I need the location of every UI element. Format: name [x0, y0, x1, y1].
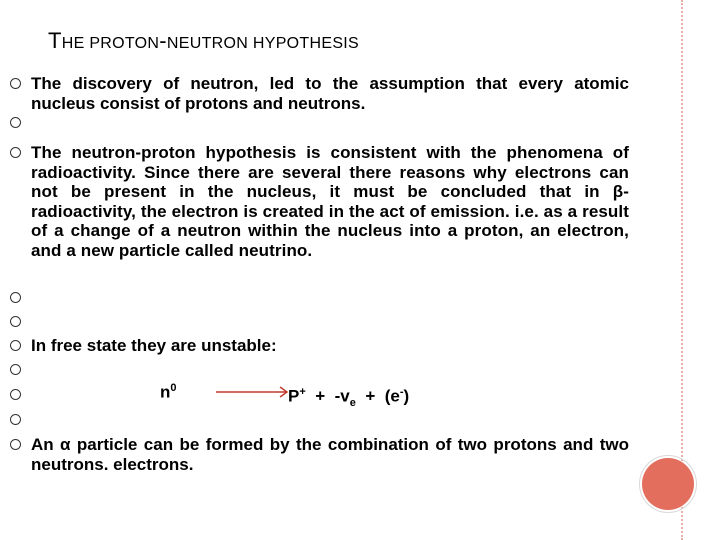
- title-dash: -: [159, 28, 167, 53]
- slide-title: [48, 28, 359, 54]
- bullet-icon: [10, 147, 21, 158]
- antineutrino-symbol: -v: [334, 386, 350, 406]
- antineutrino-subscript: e: [349, 397, 356, 410]
- equation-rhs: [288, 386, 409, 409]
- bullet-icon: [10, 340, 21, 351]
- electron-symbol: (e: [384, 386, 400, 406]
- bullet-icon: [10, 316, 21, 327]
- bullet-icon: [10, 78, 21, 89]
- right-arrow-icon: [216, 386, 292, 398]
- neutron-charge: 0: [170, 382, 177, 394]
- bullet-icon: [10, 439, 21, 450]
- bullet-icon: [10, 414, 21, 425]
- proton-symbol: P: [288, 386, 300, 406]
- bullet-icon: [10, 364, 21, 375]
- paragraph-neutron-proton-hypothesis: The neutron-proton hypothesis is consistent with the phenomena of radioactivity. Since there are several there reasons why electrons can not be present in the nucleus, it must be concluded that in β-radioactivity, the electron is created in the act of emission. i.e. as a result of a change of a neutron within the nucleus into a proton, an electron, and a new particle called neutrino.: [31, 143, 629, 260]
- title-initial: T: [48, 28, 62, 53]
- proton-charge: +: [299, 386, 306, 398]
- paragraph-free-state: In free state they are unstable:: [31, 336, 277, 355]
- paragraph-alpha-particle: An α particle can be formed by the combination of two protons and two neutrons. electrons.: [31, 435, 629, 474]
- equation-lhs: [160, 382, 177, 403]
- plus-sign: +: [315, 386, 326, 406]
- electron-close-paren: ): [403, 386, 410, 406]
- title-part-2: NEUTRON HYPOTHESIS: [166, 35, 360, 52]
- paragraph-neutron-discovery: The discovery of neutron, led to the assumption that every atomic nucleus consist of protons and neutrons.: [31, 74, 629, 113]
- electron-charge: -: [399, 386, 404, 398]
- plus-sign: +: [365, 386, 376, 406]
- bullet-icon: [10, 389, 21, 400]
- bullet-icon: [10, 292, 21, 303]
- bullet-icon: [10, 117, 21, 128]
- title-part-1: HE PROTON: [61, 35, 160, 52]
- decorative-circle: [642, 458, 694, 510]
- neutron-symbol: n: [160, 382, 171, 402]
